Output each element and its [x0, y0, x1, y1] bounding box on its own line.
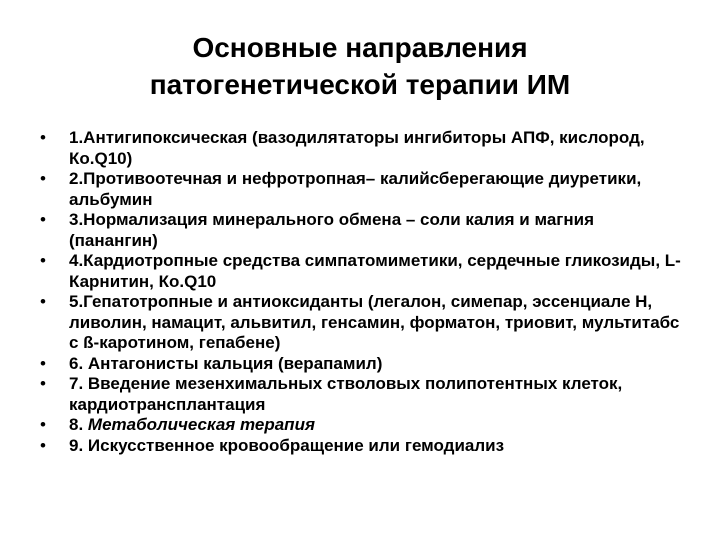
- bullet-icon: •: [40, 353, 46, 373]
- list-item-italic-text: Метаболическая терапия: [87, 415, 315, 434]
- list-item-text: 4.Кардиотропные средства симпатомиметики, сердечные гликозиды, L-Карнитин, Ко.Q10: [69, 251, 681, 291]
- title-line-1: Основные направления: [192, 32, 528, 63]
- list-item-number: 8.: [69, 415, 88, 434]
- list-item-text: 6. Антагонисты кальция (верапамил): [69, 353, 383, 373]
- bullet-icon: •: [40, 415, 46, 434]
- list-item: [36, 436, 686, 457]
- therapy-list: [36, 128, 686, 456]
- slide-title: [60, 29, 660, 103]
- bullet-icon: •: [40, 292, 46, 311]
- list-item-text: 7. Введение мезенхимальных стволовых полипотентных клеток, кардиотрансплантация: [69, 374, 623, 414]
- list-item: [36, 415, 686, 436]
- title-line-2: патогенетической терапии ИМ: [149, 69, 571, 100]
- list-item: [36, 210, 686, 251]
- list-item-text: [69, 415, 686, 436]
- list-item-text: 9. Искусственное кровообращение или гемодиализ: [69, 435, 505, 455]
- list-item: [36, 292, 686, 354]
- list-item-text: 1.Антигипоксическая (вазодилятаторы ингибиторы АПФ, кислород, Ко.Q10): [69, 128, 645, 168]
- bullet-icon: •: [40, 210, 46, 229]
- bullet-icon: •: [40, 128, 46, 147]
- list-item: [36, 128, 686, 169]
- bullet-icon: •: [40, 435, 46, 455]
- list-item-text: 3.Нормализация минерального обмена – соли калия и магния (панангин): [69, 210, 594, 250]
- list-item: [36, 354, 686, 375]
- bullet-icon: •: [40, 251, 46, 270]
- bullet-icon: •: [40, 169, 46, 188]
- list-item: [36, 374, 686, 415]
- bullet-icon: •: [40, 374, 46, 393]
- list-item-text: 2.Противоотечная и нефротропная– калийсберегающие диуретики, альбумин: [69, 169, 642, 209]
- list-item: [36, 251, 686, 292]
- list-item-text: 5.Гепатотропные и антиоксиданты (легалон, симепар, эссенциале Н, ливолин, намацит, альвитил, генсамин, форматон, триовит, мультитабс с ß-каротином, гепабене): [69, 292, 680, 352]
- list-item: [36, 169, 686, 210]
